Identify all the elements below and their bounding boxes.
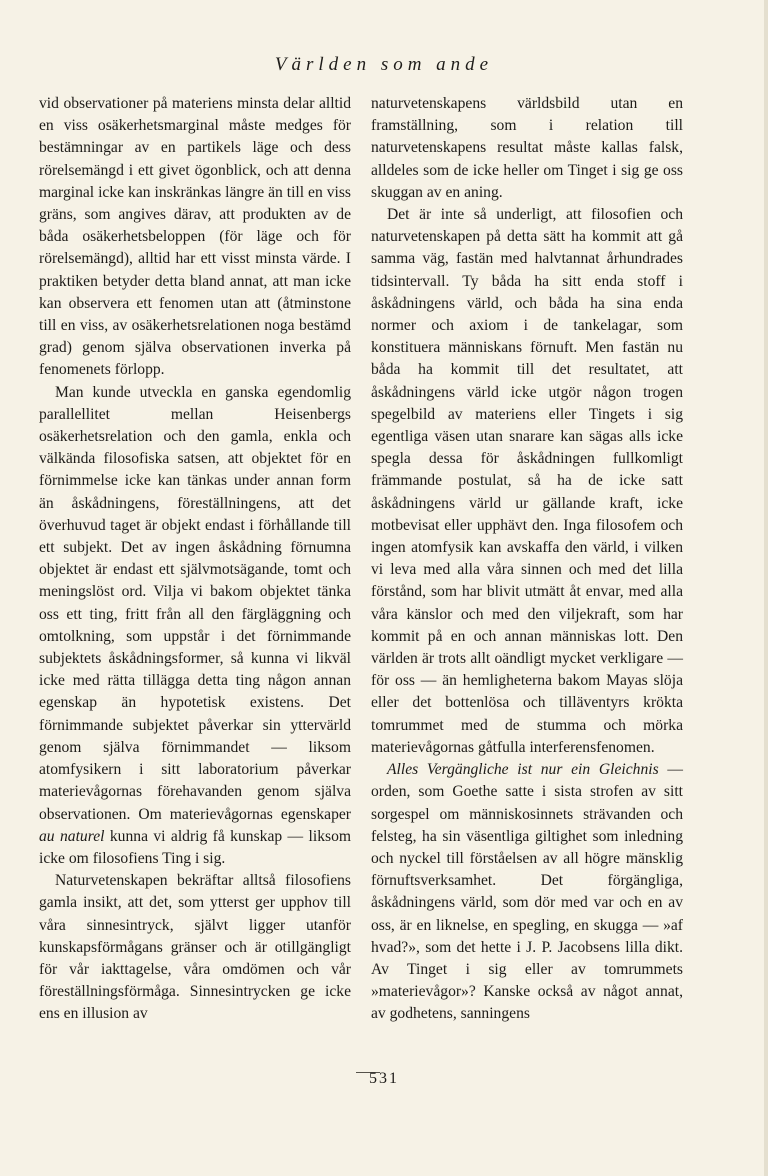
- page-edge: [764, 0, 768, 1176]
- paragraph: vid observationer på materiens minsta delar alltid en viss osäkerhetsmarginal måste medges för bestämningar av en partikels läge och dess rörelsemängd i ett givet ögonblick, och att denna marginal icke kan inskränkas längre än till en viss gräns, som angives därav, att produkten av de båda osäkerhetsbeloppen (för läge och för rörelsemängd), alltid har ett visst minsta värde. I praktiken betyder detta bland annat, att man icke kan observera ett fenomen utan att (åtminstone till en viss, av osäkerhetsrelationen noga bestämd grad) genom själva observationen inverka på fenomenets förlopp.: [39, 95, 351, 379]
- italic-phrase: au naturel: [39, 827, 105, 845]
- paragraph-text: Man kunde utveckla en ganska egendomlig parallellitet mellan Heisenbergs osäkerhetsrelation och den gamla, enkla och välkända filosofiska satsen, att objektet för en förnimmelse icke kan tänkas under annan form än åskådningens, föreställningens, att det överhuvud taget är objekt endast i förhållande till ett subjekt. Det av ingen åskådning förnumna objektet är endast ett självmotsägande, tomt och meningslöst ord. Vilja vi bakom objektet tänka oss ett ting, fritt från all den färgläggning och omtolkning, som uppstår i det förnimmande subjektets åskådningsformer, så kunna vi likväl icke med rätta tillägga detta ting någon annan egenskap än hypotetisk existens. Det förnimmande subjektet påverkar sin yttervärld genom själva förnimmandet — liksom atomfysikern i sitt laboratorium påverkar materievågornas förehavanden genom själva observationen. Om materievågornas egenskaper: [39, 383, 351, 823]
- paragraph: Naturvetenskapen bekräftar alltså filosofiens gamla insikt, att det, som ytterst ger upphov till våra sinnesintryck, självt ligger utanför kunskapsförmågans gränser och är otillgängligt för vår iakttagelse, våra omdömen och vår föreställningsförmåga. Sinnesintrycken ge icke ens en illusion av: [39, 872, 351, 1023]
- italic-quote: Alles Vergängliche ist nur ein Gleichnis: [387, 761, 659, 779]
- paragraph: [371, 759, 683, 1025]
- paragraph-text: kunna vi aldrig få kunskap — liksom icke om filosofiens Ting i sig.: [39, 827, 352, 867]
- left-column: [39, 93, 351, 1026]
- paragraph: naturvetenskapens världsbild utan en framställning, som i relation till naturvetenskapens resultat måste kallas falsk, alldeles som de icke heller om Tinget i sig ge oss skuggan av en aning.: [371, 95, 683, 201]
- paragraph-text: — orden, som Goethe satte i sista strofen av sitt sorgespel om människosinnets strävanden och felsteg, ha sin väsentliga giltighet som inledning och nyckel till förståelsen av all högre mänsklig förnuftsverksamhet. Det förgängliga, åskådningens värld, som dör med var och en av oss, är en liknelse, en spegling, en skugga — »af hvad?», som det hette i J. P. Jacobsens lilla dikt. Av Tinget i sig eller av tomrummets »materievågor»? Kanske också av något annat, av godhetens, sanningens: [371, 761, 683, 1023]
- paragraph: [39, 382, 351, 870]
- right-column: [371, 93, 683, 1026]
- running-head: Världen som ande: [274, 54, 494, 75]
- page-number: 531: [369, 1070, 399, 1087]
- paragraph: Det är inte så underligt, att filosofien och naturvetenskapen på detta sätt ha kommit att gå samma väg, fastän med halvtannat århundrades tidsintervall. Ty båda ha sitt enda stoff i åskådningens värld, och båda ha sina enda normer och axiom i de tankelagar, som konstituera människans förnuft. Men fastän nu båda ha kommit till det resultatet, att åskådningens värld icke utgör någon trogen spegelbild av materiens eller Tingets i sig egentliga väsen utan snarare kan sägas alls icke spegla dessa för åskådningen fullkomligt främmande postulat, så ha de icke satt åskådningens värld ur gällande kraft, icke motbevisat eller upphävt den. Inga filosofem och ingen atomfysik kan avskaffa den värld, i vilken vi leva med alla våra sinnen och med det lilla förstånd, som har blivit utmätt åt envar, med alla våra känslor och med den viljekraft, som har kommit på en och annan människas lott. Den världen är trots allt oändligt mycket verkligare — för oss — än hemligheterna bakom Mayas slöja eller det bottenlösa och tilläventyrs krökta tomrummet med de stumma och mörka materievågornas gåtfulla interferensfenomen.: [371, 206, 683, 756]
